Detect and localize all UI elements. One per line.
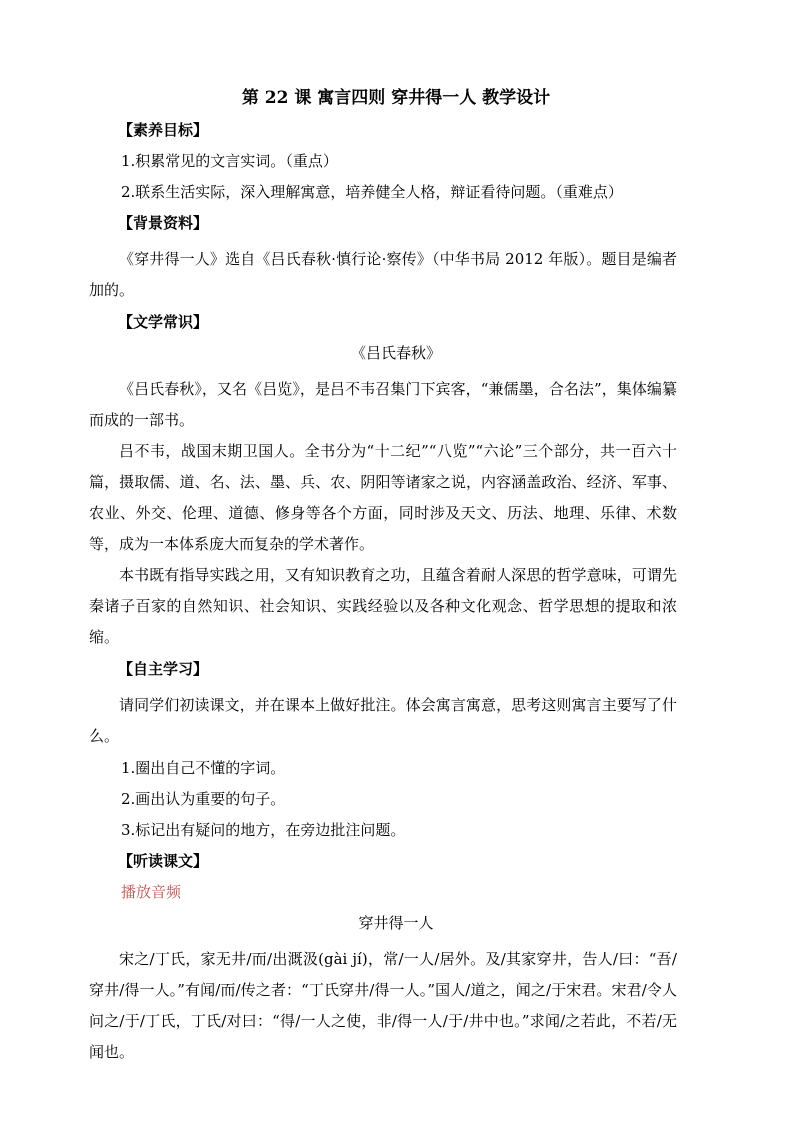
self-study-item-1: 1.圈出自己不懂的字词。 [121,759,286,777]
self-study-heading: 【自主学习】 [118,660,209,678]
literature-paragraph-2: 吕不韦，战国末期卫国人。全书分为“十二纪”“八览”“六论”三个部分，共一百六十篇，摄取儒、道、名、法、墨、兵、农、阴阳等诸家之说，内容涵盖政治、经济、军事、农业、外交、伦理、道德、修身等各个方面，同时涉及天文、历法、地理、乐律、术数等，成为一本体系庞大而复杂的学术著作。 [89,442,677,553]
goal-item-1: 1.积累常见的文言实词。（重点） [121,152,338,170]
literature-paragraph-3: 本书既有指导实践之用，又有知识教育之功，且蕴含着耐人深思的哲学意味，可谓先秦诸子百家的自然知识、社会知识、实践经验以及各种文化观念、哲学思想的提取和浓缩。 [89,566,677,646]
self-study-intro: 请同学们初读课文，并在课本上做好批注。体会寓言寓意，思考这则寓言主要写了什么。 [89,696,677,745]
literature-subtitle: 《吕氏春秋》 [350,344,441,362]
text-title: 穿井得一人 [358,914,434,932]
listen-heading: 【听读课文】 [118,852,209,870]
play-audio-link[interactable]: 播放音频 [121,883,182,901]
self-study-item-2: 2.画出认为重要的句子。 [121,790,286,808]
page-title: 第 22 课 寓言四则 穿井得一人 教学设计 [241,88,551,108]
background-paragraph: 《穿井得一人》选自《吕氏春秋·慎行论·察传》（中华书局 2012 年版）。题目是编者加的。 [89,250,677,299]
background-heading: 【背景资料】 [118,214,209,232]
goals-heading: 【素养目标】 [118,121,209,139]
literature-heading: 【文学常识】 [118,313,209,331]
self-study-item-3: 3.标记出有疑问的地方，在旁边批注问题。 [121,821,406,839]
document-page [89,86,677,1068]
literature-paragraph-1: 《吕氏春秋》，又名《吕览》，是吕不韦召集门下宾客，“兼儒墨，合名法”，集体编纂而成的一部书。 [89,380,677,429]
text-body: 宋之/丁氏，家无井/而/出溉汲(gài jí)，常/一人/居外。及/其家穿井，告人/曰：“吾/穿井/得一人。”有闻/而/传之者：“丁氏穿井/得一人。”国人/道之，闻之/于宋君。宋君/令人问之/于/丁氏，丁氏/对曰：“得/一人之使，非/得一人/于/井中也。”求闻/之若此，不若/无闻也。 [89,950,677,1061]
goal-item-2: 2.联系生活实际，深入理解寓意，培养健全人格，辩证看待问题。（重难点） [121,183,623,201]
